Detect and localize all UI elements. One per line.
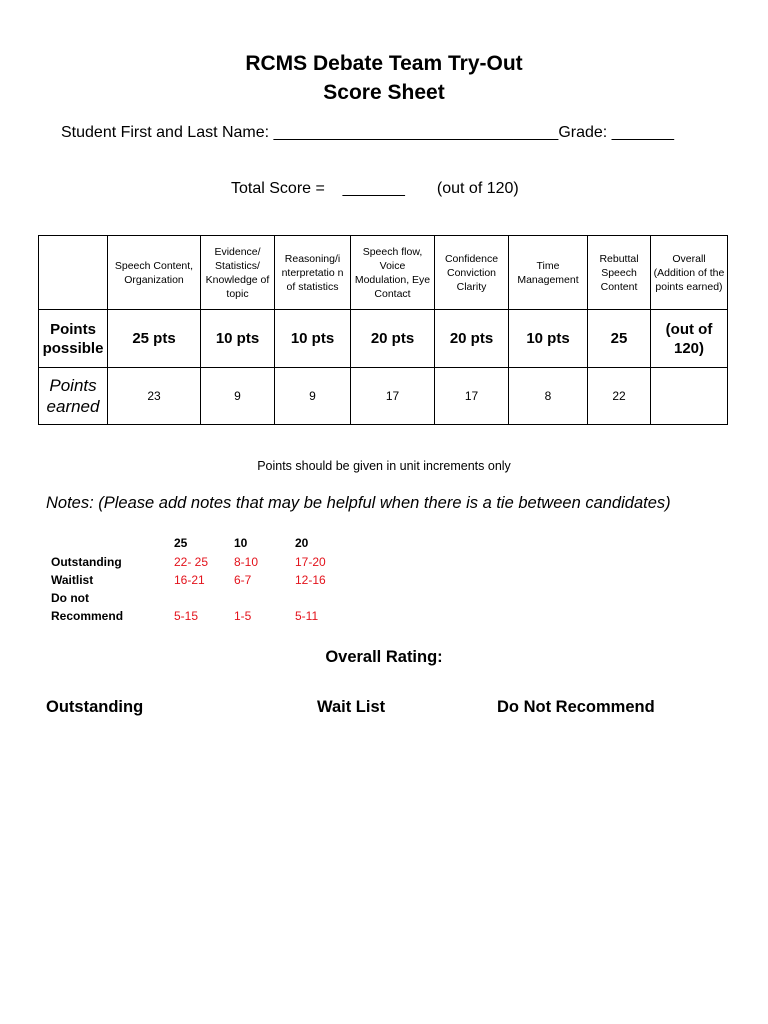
grade-blank[interactable]: _______ (611, 124, 674, 141)
scale-range: 5-11 (295, 609, 319, 623)
points-possible-cell: 25 (588, 310, 651, 368)
points-possible-cell: 20 pts (351, 310, 435, 368)
score-table (38, 235, 728, 425)
points-earned-cell[interactable]: 23 (108, 368, 201, 425)
points-earned-cell[interactable]: 8 (509, 368, 588, 425)
points-possible-cell: (out of 120) (651, 310, 728, 368)
notes-heading: Notes: (Please add notes that may be helpful when there is a tie between candidates) (46, 494, 671, 512)
rating-option-outstanding[interactable]: Outstanding (46, 698, 144, 716)
points-possible-cell: 20 pts (435, 310, 509, 368)
student-name-blank[interactable]: ________________________________ (273, 124, 559, 141)
scale-column-header: 20 (295, 536, 309, 550)
student-info-row (61, 124, 674, 142)
total-score-label: Total Score = (231, 180, 325, 197)
points-earned-cell[interactable] (651, 368, 728, 425)
scale-row-label: Recommend (51, 609, 124, 623)
sheet-title: RCMS Debate Team Try-Out (245, 52, 523, 75)
points-earned-cell[interactable]: 9 (201, 368, 275, 425)
header-cell (39, 236, 108, 310)
scale-range: 8-10 (234, 555, 259, 569)
points-earned-cell[interactable]: 9 (275, 368, 351, 425)
points-earned-label: Points earned (39, 368, 108, 425)
points-possible-row (39, 310, 728, 368)
header-cell: Reasoning/i nterpretatio n of statistics (275, 236, 351, 310)
points-earned-cell[interactable]: 17 (435, 368, 509, 425)
header-cell: Speech Content, Organization (108, 236, 201, 310)
points-possible-cell: 10 pts (201, 310, 275, 368)
header-cell: Evidence/ Statistics/ Knowledge of topic (201, 236, 275, 310)
points-earned-row (39, 368, 728, 425)
unit-increments-note: Points should be given in unit increments only (257, 459, 511, 473)
points-earned-cell[interactable]: 17 (351, 368, 435, 425)
points-earned-cell[interactable]: 22 (588, 368, 651, 425)
points-possible-cell: 10 pts (275, 310, 351, 368)
grade-label: Grade: (558, 124, 608, 141)
scale-column-header: 25 (174, 536, 188, 550)
total-score-row (231, 180, 519, 198)
scale-row-label: Outstanding (51, 555, 122, 569)
header-cell: Rebuttal Speech Content (588, 236, 651, 310)
sheet-subtitle: Score Sheet (323, 81, 445, 104)
scale-range: 1-5 (234, 609, 252, 623)
scale-range: 6-7 (234, 573, 252, 587)
header-cell: Time Management (509, 236, 588, 310)
rating-option-wait-list[interactable]: Wait List (317, 698, 386, 716)
scale-range: 5-15 (174, 609, 199, 623)
points-possible-cell: 10 pts (509, 310, 588, 368)
student-name-label: Student First and Last Name: (61, 124, 270, 141)
overall-rating-heading: Overall Rating: (325, 648, 443, 666)
scale-range: 22- 25 (174, 555, 209, 569)
header-cell: Overall (Addition of the points earned) (651, 236, 728, 310)
scale-range: 12-16 (295, 573, 326, 587)
header-cell: Speech flow, Voice Modulation, Eye Contact (351, 236, 435, 310)
points-possible-label: Points possible (39, 310, 108, 368)
points-possible-cell: 25 pts (108, 310, 201, 368)
scale-row-label: Do not (51, 591, 89, 605)
scale-row-label: Waitlist (51, 573, 94, 587)
table-header-row (39, 236, 728, 310)
header-cell: Confidence Conviction Clarity (435, 236, 509, 310)
rating-option-do-not-recommend[interactable]: Do Not Recommend (497, 698, 655, 716)
scale-range: 16-21 (174, 573, 205, 587)
scale-range: 17-20 (295, 555, 326, 569)
scale-column-header: 10 (234, 536, 248, 550)
total-score-blank[interactable]: _______ (342, 180, 405, 197)
total-score-out-of: (out of 120) (436, 180, 519, 197)
